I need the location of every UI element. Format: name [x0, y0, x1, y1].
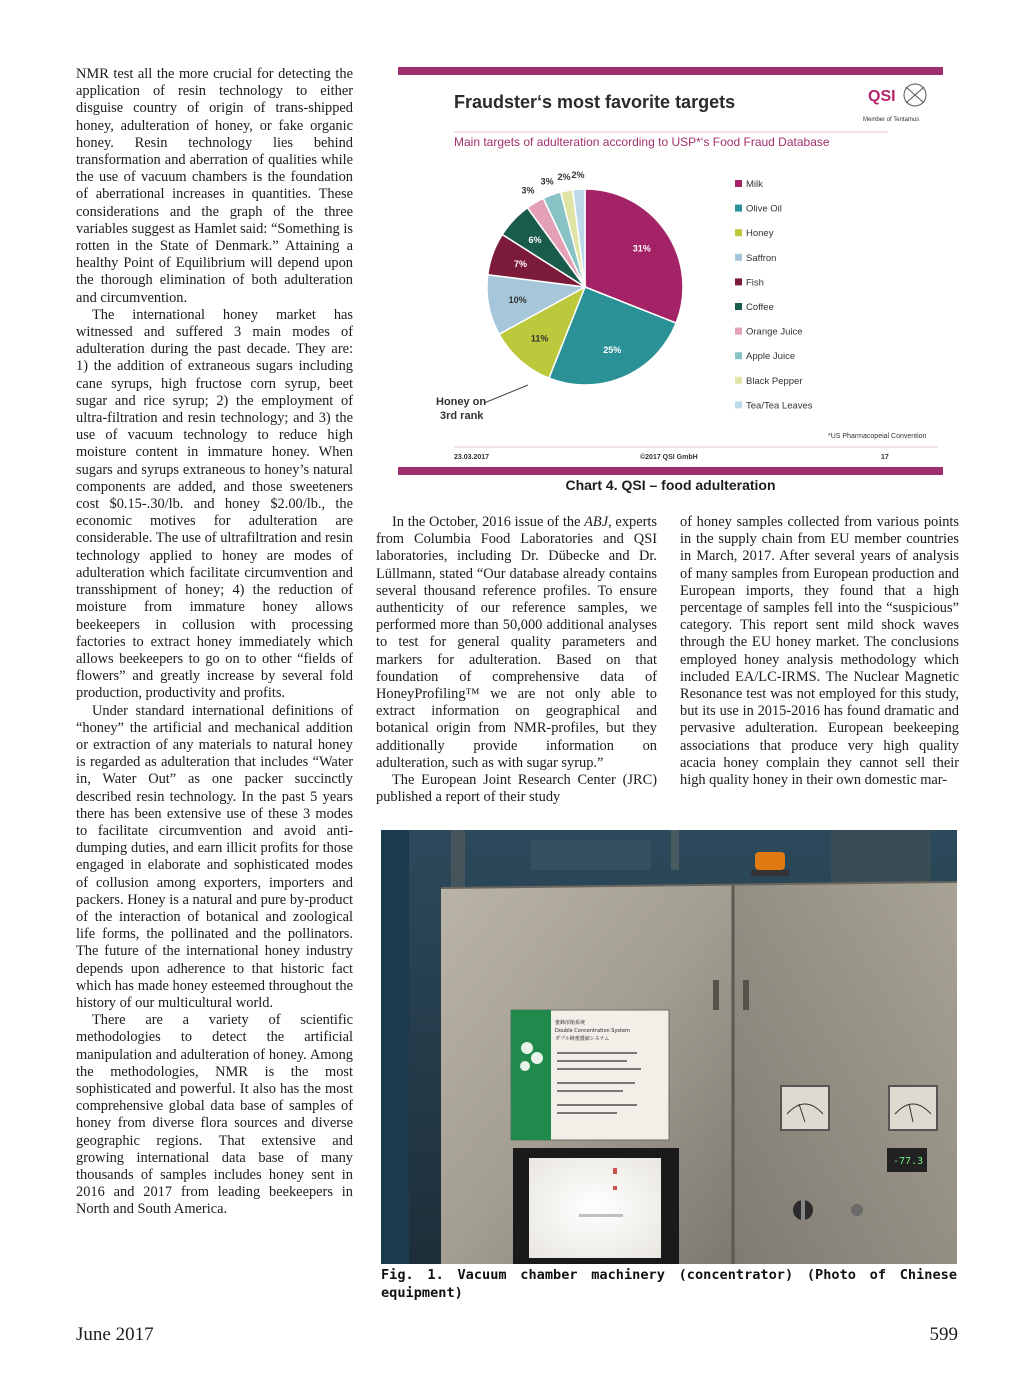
pie-value-label: 3%	[540, 176, 554, 187]
legend-label: Olive Oil	[746, 203, 782, 215]
paragraph: There are a variety of scientific methodologies to detect the artificial manipulation and adulteration of honey. Among the methodologies, NMR is the most sophisticated and powerful. It also has the most comprehensive global data base of samples of honey from diverse flora sources and diverse geographic regions. That extensive and growing international data base of many thousands of samples includes honey sent in 2016 and 2017 from leading beekeepers in North and South America.	[76, 1012, 353, 1218]
chart-footer-date: 23.03.2017	[454, 454, 490, 461]
legend-label: Tea/Tea Leaves	[746, 400, 813, 412]
paragraph: NMR test all the more crucial for detecting the application of resin technology to either disguise country of origin of trans-shipped honey, adulteration of honey, or fake organic honey. Resin technology lies behind transformation and aberration of qualities while the use of vacuum chambers is the foundation of aberrational increases in quantities. These considerations and the graph of the three variables suggest as Hamlet said: “Something is rotten in the State of Denmark.” Attaining a healthy Point of Equilibrium will depend upon the thorough elimination of both adulteration and circumvention.	[76, 66, 353, 306]
chart-panel	[398, 67, 943, 475]
pie-value-label: 2%	[571, 170, 585, 181]
annotation-line-2: 3rd rank	[440, 410, 484, 422]
legend-swatch	[735, 303, 742, 310]
chart-footnote: *US Pharmacopeial Convention	[828, 433, 927, 440]
qsi-logo	[863, 84, 926, 123]
legend-swatch	[735, 254, 742, 261]
logo-text: QSI	[868, 88, 896, 105]
legend-label: Black Pepper	[746, 375, 803, 387]
annotation-line-1: Honey on	[436, 396, 487, 408]
chart-footer-copyright: ©2017 QSI GmbH	[640, 454, 698, 461]
chart-title: Fraudster‘s most favorite targets	[454, 92, 736, 112]
paragraph	[376, 514, 657, 772]
plate-line: ダブル蜂蜜濃縮システム	[555, 1036, 610, 1042]
pie-value-label: 31%	[632, 243, 651, 254]
legend-swatch	[735, 328, 742, 335]
plate-line: 蜜蜂浓缩系统	[555, 1020, 586, 1026]
touch-screen-display	[529, 1158, 661, 1258]
pie-chart	[398, 67, 943, 475]
footer-date: June 2017	[76, 1324, 154, 1345]
chart-bottom-bar	[398, 467, 943, 475]
legend-swatch	[735, 278, 742, 285]
legend-label: Apple Juice	[746, 351, 796, 363]
analog-meter-right	[889, 1086, 937, 1130]
legend-swatch	[735, 180, 742, 187]
pie-value-label: 11%	[530, 333, 549, 344]
paragraph: of honey samples collected from various points in the supply chain from EU member countries in March, 2017. After several years of analysis of many samples from European production and European imports, they found that a high percentage of samples fell into the “suspicious” category. This report sent mild shock waves through the EU honey market. The conclusions employed honey analysis methodology which included EA/LC-IRMS. The Nuclear Magnetic Resonance test was not employed for this study, but its use in 2015-2016 has found dramatic and pervasive adulteration. European beekeeping associations that produce very high quality acacia honey complain they cannot sell their high quality honey in their own domestic mar-	[680, 514, 959, 789]
paragraph: The European Joint Research Center (JRC) published a report of their study	[376, 772, 657, 806]
figure-caption: Fig. 1. Vacuum chamber machinery (concentrator) (Photo of Chinese equipment)	[381, 1267, 957, 1301]
analog-meter-left	[781, 1086, 829, 1130]
brand-logo	[511, 1010, 551, 1140]
legend-label: Milk	[746, 179, 763, 190]
photo-drawing	[381, 830, 957, 1264]
italic-journal-name: ABJ	[584, 514, 609, 530]
legend-swatch	[735, 229, 742, 236]
chart-caption: Chart 4. QSI – food adulteration	[565, 477, 776, 493]
left-text-column	[76, 66, 353, 1219]
page-number: 599	[929, 1324, 958, 1345]
pie-value-label: 25%	[603, 345, 622, 355]
pie-value-label: 2%	[557, 172, 571, 182]
right-text-column	[680, 514, 959, 789]
paragraph: Under standard international definitions of “honey” the artificial and mechanical addition or extraction of any materials to natural honey is regarded as adulteration that includes “Water in, Water Out” as one packer succinctly described resin technology. In the past 5 years there has been extensive use of these 3 modes to facilitate circumvention and avoid anti-dumping duties, and earn illicit profits for those engaged in elaborate and sophisticated modes of collusion among exporters, importers and packers. Honey is a natural and pure by-product of the interaction of botanical and zoological life forms, the pollinated and the pollinators. The future of the international honey industry depends upon adherence to that historic fact which has made honey esteemed throughout the history of our multicultural world.	[76, 702, 353, 1011]
pie-value-label: 6%	[528, 235, 542, 245]
legend-label: Orange Juice	[746, 326, 803, 338]
text-run: , experts from Columbia Food Laboratories and QSI laboratories, including Dr. Dübecke and Dr. Lüllmann, stated “Our database already contains several thousand reference profiles. To ensure authenticity of our reference samples, we performed more than 50,000 additional analyses to test for general quality parameters and markers for adulteration. Based on that foundation of comprehensive data of HoneyProfiling™ we are not only able to extract information on geographical and botanical origin from NMR-profiles, but they additionally provide information on adulteration, such as with sugar syrup.”	[376, 514, 657, 771]
logo-subtext: Member of Tentamus	[863, 117, 920, 123]
readout-value: -77.3	[893, 1156, 924, 1167]
right-cabinet	[733, 882, 957, 1264]
equipment-photo	[381, 830, 957, 1264]
legend-label: Fish	[746, 277, 764, 289]
warning-lamp	[755, 852, 785, 870]
pie-value-label: 10%	[508, 294, 527, 305]
paragraph: The international honey market has witnessed and suffered 3 main modes of adulteration during the past decade. They are: 1) the addition of extraneous sugars including cane syrups, high fructose corn syrup, beet sugar and rice syrup; 2) the employment of ultra-filtration and resin technology; and 3) the use of vacuum technology to reduce high moisture content in immature honey. When sugars and syrups extraneous to honey’s natural components are added, and those sweeteners cost $0.15-.30/lb. and honey $2.00/lb., the economic motives for adulteration are considerable. The use of ultrafiltration and resin technology applied to honey are modes of adulteration which facilitate circumvention and transshipment of honey; 4) the reduction of moisture from immature honey allows beekeepers in collusion with processing factories to extract honey immediately which allows beekeepers to go on to other “fields of flowers” and greatly increase by several fold production, productivity and profits.	[76, 306, 353, 702]
pie-slices	[487, 189, 683, 385]
pie-value-label: 3%	[521, 185, 535, 196]
chart-legend	[735, 179, 813, 411]
legend-swatch	[735, 377, 742, 384]
chart-subtitle: Main targets of adulteration according to USP*‘s Food Fraud Database	[454, 135, 830, 149]
legend-label: Coffee	[746, 302, 774, 313]
middle-text-column	[376, 514, 657, 806]
chart-footer-page: 17	[881, 454, 889, 461]
legend-label: Saffron	[746, 252, 777, 264]
pie-value-label: 7%	[513, 258, 528, 269]
plate-line: Double Concentration System	[555, 1028, 630, 1034]
legend-swatch	[735, 401, 742, 408]
annotation-pointer	[484, 385, 528, 403]
text-run: In the October, 2016 issue of the	[392, 514, 585, 530]
legend-swatch	[735, 352, 742, 359]
legend-label: Honey	[746, 228, 774, 240]
legend-swatch	[735, 205, 742, 212]
